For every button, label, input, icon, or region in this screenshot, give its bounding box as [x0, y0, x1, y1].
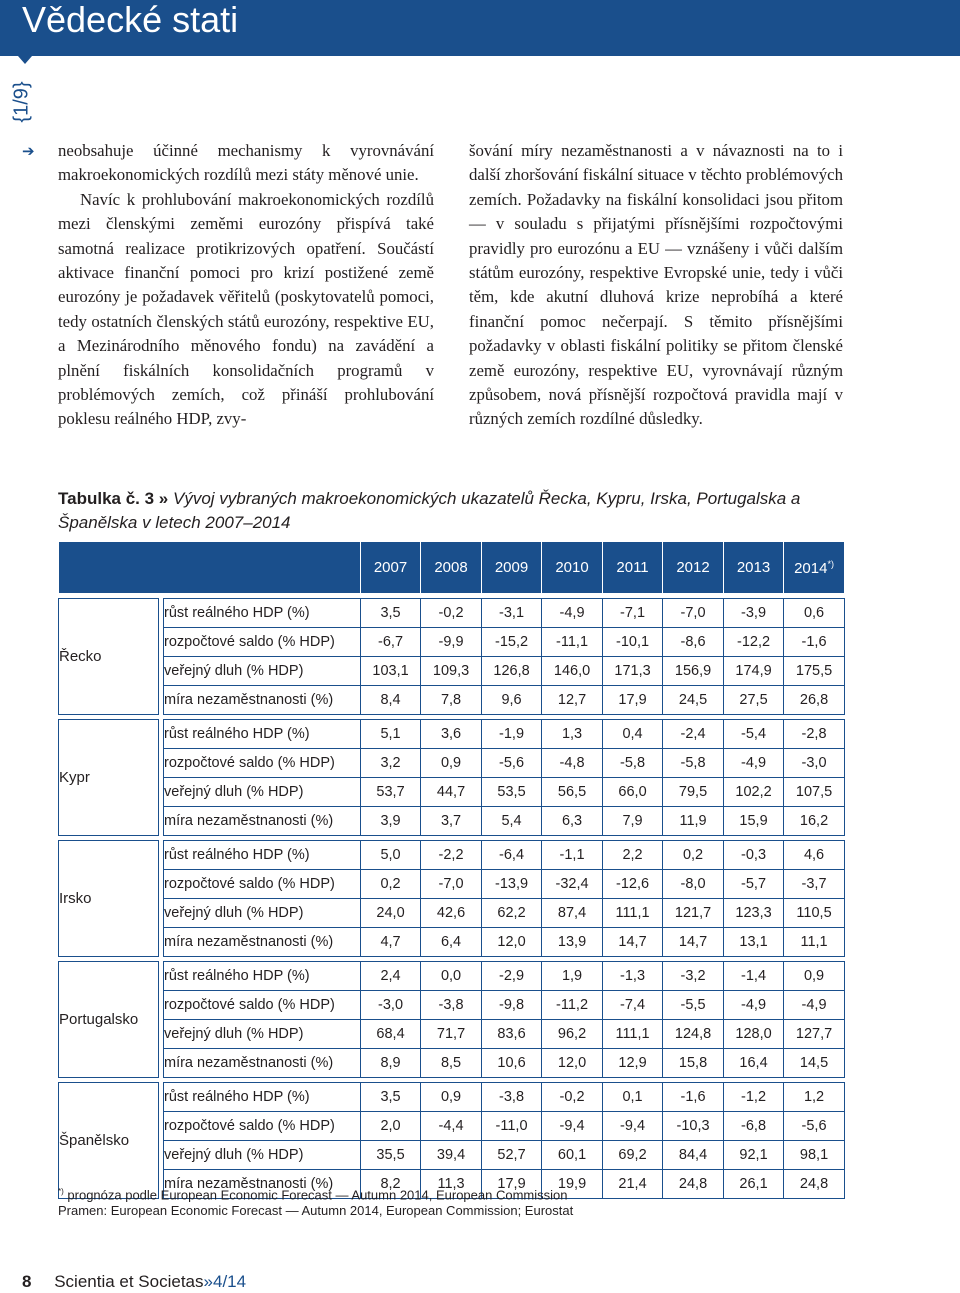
- value-cell: 14,7: [663, 928, 724, 957]
- footnote-mark: *): [58, 1187, 64, 1196]
- country-cell: Portugalsko: [59, 962, 159, 1078]
- value-cell: 4,6: [784, 841, 845, 870]
- value-cell: 3,5: [361, 599, 421, 628]
- value-cell: 0,0: [421, 962, 482, 991]
- indicator-label: veřejný dluh (% HDP): [164, 1020, 361, 1049]
- table-row: [59, 686, 845, 715]
- year-label: 2010: [555, 559, 589, 576]
- year-label: 2013: [736, 559, 771, 576]
- value-cell: -5,6: [784, 1112, 845, 1141]
- table-row: [59, 749, 845, 778]
- value-cell: 13,9: [542, 928, 603, 957]
- forecast-note-text: prognóza podle European Economic Forecast — Autumn 2014, European Commission: [67, 1187, 568, 1203]
- value-cell: 24,8: [784, 1170, 845, 1199]
- indicator-label: rozpočtové saldo (% HDP): [164, 1112, 361, 1141]
- value-cell: -7,0: [663, 599, 724, 628]
- value-cell: -4,9: [724, 749, 784, 778]
- value-cell: 69,2: [603, 1141, 663, 1170]
- value-cell: 3,5: [361, 1083, 421, 1112]
- value-cell: -13,9: [482, 870, 542, 899]
- table-row: [59, 599, 845, 628]
- value-cell: 8,4: [361, 686, 421, 715]
- value-cell: 92,1: [724, 1141, 784, 1170]
- value-cell: 35,5: [361, 1141, 421, 1170]
- value-cell: -4,9: [542, 599, 603, 628]
- value-cell: 96,2: [542, 1020, 603, 1049]
- journal-name: Scientia et Societas: [54, 1272, 204, 1291]
- value-cell: -12,6: [603, 870, 663, 899]
- value-cell: 0,9: [421, 749, 482, 778]
- value-cell: 21,4: [603, 1170, 663, 1199]
- table-row: [59, 720, 845, 749]
- country-cell: Irsko: [59, 841, 159, 957]
- value-cell: 24,8: [663, 1170, 724, 1199]
- page-indicator-label: {1/9}: [10, 81, 33, 123]
- year-header: [603, 542, 663, 594]
- caption-separator: »: [158, 489, 169, 508]
- value-cell: -0,2: [421, 599, 482, 628]
- country-cell: Španělsko: [59, 1083, 159, 1199]
- year-header: [724, 542, 784, 594]
- value-cell: -0,3: [724, 841, 784, 870]
- table-row: [59, 778, 845, 807]
- value-cell: -7,0: [421, 870, 482, 899]
- value-cell: -8,6: [663, 628, 724, 657]
- value-cell: 71,7: [421, 1020, 482, 1049]
- value-cell: -2,8: [784, 720, 845, 749]
- value-cell: -1,3: [603, 962, 663, 991]
- value-cell: 111,1: [603, 899, 663, 928]
- value-cell: 3,2: [361, 749, 421, 778]
- page-number: 8: [22, 1272, 32, 1291]
- value-cell: -0,2: [542, 1083, 603, 1112]
- paragraph: šování míry nezaměstnanosti a v návaznosti na to i další zhoršování fiskální situace v těchto problémových zemích. Požadavky na fiskální konsolidaci jsou přitom — v souladu s přijatými přísnějšími rozpočtovými pravidly pro eurozónu a EU — vznášeny i vůči dalším státům eurozóny, respektive Evropské unie, tedy i vůči těm, kde akutní dluhová krize neprobíhá a které finanční pomoc nečerpají. S těmito přísnějšími požadavky v oblasti fiskální politiky se přitom členské země eurozóny, respektive EU, vyrovnávají různým způsobem, nová přísnější rozpočtová pravidla mají v různých zemích rozdílné důsledky.: [469, 141, 843, 429]
- value-cell: 12,9: [603, 1049, 663, 1078]
- year-header: [482, 542, 542, 594]
- value-cell: 87,4: [542, 899, 603, 928]
- value-cell: 0,2: [361, 870, 421, 899]
- value-cell: 109,3: [421, 657, 482, 686]
- value-cell: 16,4: [724, 1049, 784, 1078]
- data-table: [58, 541, 845, 1199]
- indicator-label: rozpočtové saldo (% HDP): [164, 628, 361, 657]
- value-cell: -1,6: [784, 628, 845, 657]
- value-cell: 8,5: [421, 1049, 482, 1078]
- table-row: [59, 1049, 845, 1078]
- table-header-blank: [59, 542, 361, 594]
- indicator-label: rozpočtové saldo (% HDP): [164, 991, 361, 1020]
- value-cell: 10,6: [482, 1049, 542, 1078]
- value-cell: 24,0: [361, 899, 421, 928]
- value-cell: -5,5: [663, 991, 724, 1020]
- forecast-note: [58, 1184, 858, 1203]
- value-cell: -11,1: [542, 628, 603, 657]
- indicator-label: míra nezaměstnanosti (%): [164, 807, 361, 836]
- value-cell: 11,1: [784, 928, 845, 957]
- year-label: 2014: [794, 559, 828, 577]
- value-cell: -1,9: [482, 720, 542, 749]
- value-cell: -5,7: [724, 870, 784, 899]
- value-cell: 14,5: [784, 1049, 845, 1078]
- value-cell: 3,7: [421, 807, 482, 836]
- table-row: [59, 657, 845, 686]
- value-cell: 5,4: [482, 807, 542, 836]
- table-row: [59, 628, 845, 657]
- value-cell: -2,4: [663, 720, 724, 749]
- indicator-label: růst reálného HDP (%): [164, 599, 361, 628]
- value-cell: 84,4: [663, 1141, 724, 1170]
- value-cell: -10,1: [603, 628, 663, 657]
- table-row: [59, 991, 845, 1020]
- value-cell: 2,0: [361, 1112, 421, 1141]
- table-caption-text: Vývoj vybraných makroekonomických ukazatelů Řecka, Kypru, Irska, Portugalska a Španělska v letech 2007–2014: [58, 489, 801, 532]
- value-cell: 2,2: [603, 841, 663, 870]
- value-cell: 12,7: [542, 686, 603, 715]
- value-cell: 52,7: [482, 1141, 542, 1170]
- value-cell: 66,0: [603, 778, 663, 807]
- value-cell: 16,2: [784, 807, 845, 836]
- country-cell: Řecko: [59, 599, 159, 715]
- value-cell: 174,9: [724, 657, 784, 686]
- value-cell: 26,1: [724, 1170, 784, 1199]
- text-column-right: [469, 139, 843, 432]
- value-cell: 110,5: [784, 899, 845, 928]
- value-cell: 13,1: [724, 928, 784, 957]
- value-cell: 11,9: [663, 807, 724, 836]
- indicator-label: veřejný dluh (% HDP): [164, 1141, 361, 1170]
- value-cell: 98,1: [784, 1141, 845, 1170]
- value-cell: -4,4: [421, 1112, 482, 1141]
- value-cell: -8,0: [663, 870, 724, 899]
- value-cell: 53,7: [361, 778, 421, 807]
- table-row: [59, 962, 845, 991]
- value-cell: 124,8: [663, 1020, 724, 1049]
- year-header: [421, 542, 482, 594]
- table-row: [59, 870, 845, 899]
- value-cell: -5,4: [724, 720, 784, 749]
- table-header-row: [59, 542, 845, 594]
- value-cell: -5,8: [603, 749, 663, 778]
- value-cell: 3,9: [361, 807, 421, 836]
- value-cell: -3,9: [724, 599, 784, 628]
- section-title: Vědecké stati: [22, 0, 239, 40]
- value-cell: 175,5: [784, 657, 845, 686]
- value-cell: -6,8: [724, 1112, 784, 1141]
- value-cell: -15,2: [482, 628, 542, 657]
- indicator-label: míra nezaměstnanosti (%): [164, 686, 361, 715]
- table-row: [59, 807, 845, 836]
- value-cell: -3,7: [784, 870, 845, 899]
- text-column-left: [58, 139, 434, 432]
- value-cell: -10,3: [663, 1112, 724, 1141]
- value-cell: 42,6: [421, 899, 482, 928]
- year-header: [542, 542, 603, 594]
- table-row: [59, 1083, 845, 1112]
- year-header: [361, 542, 421, 594]
- indicator-label: růst reálného HDP (%): [164, 720, 361, 749]
- value-cell: -11,2: [542, 991, 603, 1020]
- value-cell: 12,0: [542, 1049, 603, 1078]
- page-footer: [22, 1272, 246, 1292]
- value-cell: 60,1: [542, 1141, 603, 1170]
- indicator-label: rozpočtové saldo (% HDP): [164, 870, 361, 899]
- footer-separator: »: [203, 1272, 213, 1291]
- value-cell: -1,2: [724, 1083, 784, 1112]
- value-cell: -3,8: [421, 991, 482, 1020]
- value-cell: -4,9: [784, 991, 845, 1020]
- table-row: [59, 841, 845, 870]
- value-cell: 0,1: [603, 1083, 663, 1112]
- value-cell: -3,1: [482, 599, 542, 628]
- value-cell: -1,4: [724, 962, 784, 991]
- value-cell: -7,4: [603, 991, 663, 1020]
- value-cell: 44,7: [421, 778, 482, 807]
- indicator-label: veřejný dluh (% HDP): [164, 899, 361, 928]
- table-row: [59, 1112, 845, 1141]
- value-cell: 0,6: [784, 599, 845, 628]
- value-cell: 27,5: [724, 686, 784, 715]
- value-cell: 53,5: [482, 778, 542, 807]
- page-header: [0, 0, 960, 56]
- value-cell: -9,4: [542, 1112, 603, 1141]
- value-cell: 102,2: [724, 778, 784, 807]
- value-cell: 83,6: [482, 1020, 542, 1049]
- value-cell: 7,9: [603, 807, 663, 836]
- year-label: 2007: [373, 559, 408, 576]
- value-cell: -4,9: [724, 991, 784, 1020]
- value-cell: 126,8: [482, 657, 542, 686]
- issue-number: 4/14: [212, 1272, 247, 1291]
- value-cell: 9,6: [482, 686, 542, 715]
- table-caption-label: Tabulka č. 3: [58, 489, 155, 508]
- value-cell: 5,1: [361, 720, 421, 749]
- indicator-label: růst reálného HDP (%): [164, 1083, 361, 1112]
- page-indicator: [4, 72, 40, 132]
- indicator-label: veřejný dluh (% HDP): [164, 778, 361, 807]
- paragraph: Navíc k prohlubování makroekonomických rozdílů mezi členskými zeměmi eurozóny přispívá také samotná realizace protikrizových opatření. Součástí aktivace finanční pomoci pro krizí postižené země eurozóny je požadavek věřitelů (poskytovatelů pomoci, tedy ostatních členských států eurozóny, respektive EU, a Mezinárodního měnového fondu) na zavádění a plnění fiskálních konsolidačních programů v problémových zemích, což přináší prohlubování poklesu reálného HDP, zvy-: [58, 189, 434, 429]
- table-row: [59, 899, 845, 928]
- value-cell: 8,2: [361, 1170, 421, 1199]
- value-cell: -2,9: [482, 962, 542, 991]
- value-cell: 0,9: [421, 1083, 482, 1112]
- value-cell: 15,8: [663, 1049, 724, 1078]
- indicator-label: míra nezaměstnanosti (%): [164, 1049, 361, 1078]
- value-cell: 123,3: [724, 899, 784, 928]
- value-cell: -9,8: [482, 991, 542, 1020]
- value-cell: 128,0: [724, 1020, 784, 1049]
- value-cell: 56,5: [542, 778, 603, 807]
- value-cell: 103,1: [361, 657, 421, 686]
- value-cell: 11,3: [421, 1170, 482, 1199]
- year-header: [784, 542, 845, 594]
- value-cell: 15,9: [724, 807, 784, 836]
- forecast-mark: *): [827, 558, 834, 569]
- value-cell: 171,3: [603, 657, 663, 686]
- value-cell: 2,4: [361, 962, 421, 991]
- value-cell: 0,9: [784, 962, 845, 991]
- value-cell: 156,9: [663, 657, 724, 686]
- value-cell: 1,9: [542, 962, 603, 991]
- value-cell: 3,6: [421, 720, 482, 749]
- value-cell: 6,4: [421, 928, 482, 957]
- table-caption: [58, 487, 848, 535]
- value-cell: 4,7: [361, 928, 421, 957]
- table-row: [59, 1141, 845, 1170]
- value-cell: -9,9: [421, 628, 482, 657]
- country-cell: Kypr: [59, 720, 159, 836]
- value-cell: -9,4: [603, 1112, 663, 1141]
- value-cell: -32,4: [542, 870, 603, 899]
- value-cell: 68,4: [361, 1020, 421, 1049]
- year-label: 2008: [434, 559, 468, 576]
- value-cell: 127,7: [784, 1020, 845, 1049]
- header-notch: [18, 56, 32, 64]
- year-label: 2012: [676, 559, 710, 576]
- value-cell: 19,9: [542, 1170, 603, 1199]
- value-cell: -1,1: [542, 841, 603, 870]
- value-cell: -1,6: [663, 1083, 724, 1112]
- value-cell: -6,7: [361, 628, 421, 657]
- value-cell: -3,0: [361, 991, 421, 1020]
- value-cell: -6,4: [482, 841, 542, 870]
- value-cell: 62,2: [482, 899, 542, 928]
- table-footnote: [58, 1184, 858, 1219]
- value-cell: 6,3: [542, 807, 603, 836]
- value-cell: 7,8: [421, 686, 482, 715]
- value-cell: 79,5: [663, 778, 724, 807]
- value-cell: 12,0: [482, 928, 542, 957]
- indicator-label: růst reálného HDP (%): [164, 841, 361, 870]
- year-header: [663, 542, 724, 594]
- value-cell: -11,0: [482, 1112, 542, 1141]
- indicator-label: růst reálného HDP (%): [164, 962, 361, 991]
- value-cell: 111,1: [603, 1020, 663, 1049]
- value-cell: -7,1: [603, 599, 663, 628]
- arrow-right-icon: ➔: [22, 142, 35, 160]
- source-note: Pramen: European Economic Forecast — Autumn 2014, European Commission; Eurostat: [58, 1203, 574, 1219]
- value-cell: 1,3: [542, 720, 603, 749]
- indicator-label: míra nezaměstnanosti (%): [164, 928, 361, 957]
- value-cell: 24,5: [663, 686, 724, 715]
- year-label: 2009: [494, 559, 529, 576]
- value-cell: 107,5: [784, 778, 845, 807]
- value-cell: -4,8: [542, 749, 603, 778]
- value-cell: -5,8: [663, 749, 724, 778]
- value-cell: -12,2: [724, 628, 784, 657]
- value-cell: 39,4: [421, 1141, 482, 1170]
- indicator-label: míra nezaměstnanosti (%): [164, 1170, 361, 1199]
- value-cell: -3,0: [784, 749, 845, 778]
- table-row: [59, 928, 845, 957]
- value-cell: 17,9: [482, 1170, 542, 1199]
- value-cell: 8,9: [361, 1049, 421, 1078]
- value-cell: 121,7: [663, 899, 724, 928]
- paragraph: neobsahuje účinné mechanismy k vyrovnávání makroekonomických rozdílů mezi státy měnové unie.: [58, 141, 434, 185]
- value-cell: 26,8: [784, 686, 845, 715]
- value-cell: 0,4: [603, 720, 663, 749]
- value-cell: -5,6: [482, 749, 542, 778]
- value-cell: 146,0: [542, 657, 603, 686]
- value-cell: -2,2: [421, 841, 482, 870]
- value-cell: 1,2: [784, 1083, 845, 1112]
- value-cell: 17,9: [603, 686, 663, 715]
- value-cell: 0,2: [663, 841, 724, 870]
- indicator-label: rozpočtové saldo (% HDP): [164, 749, 361, 778]
- value-cell: 5,0: [361, 841, 421, 870]
- table-row: [59, 1020, 845, 1049]
- indicator-label: veřejný dluh (% HDP): [164, 657, 361, 686]
- value-cell: -3,2: [663, 962, 724, 991]
- value-cell: 14,7: [603, 928, 663, 957]
- value-cell: -3,8: [482, 1083, 542, 1112]
- year-label: 2011: [616, 559, 649, 576]
